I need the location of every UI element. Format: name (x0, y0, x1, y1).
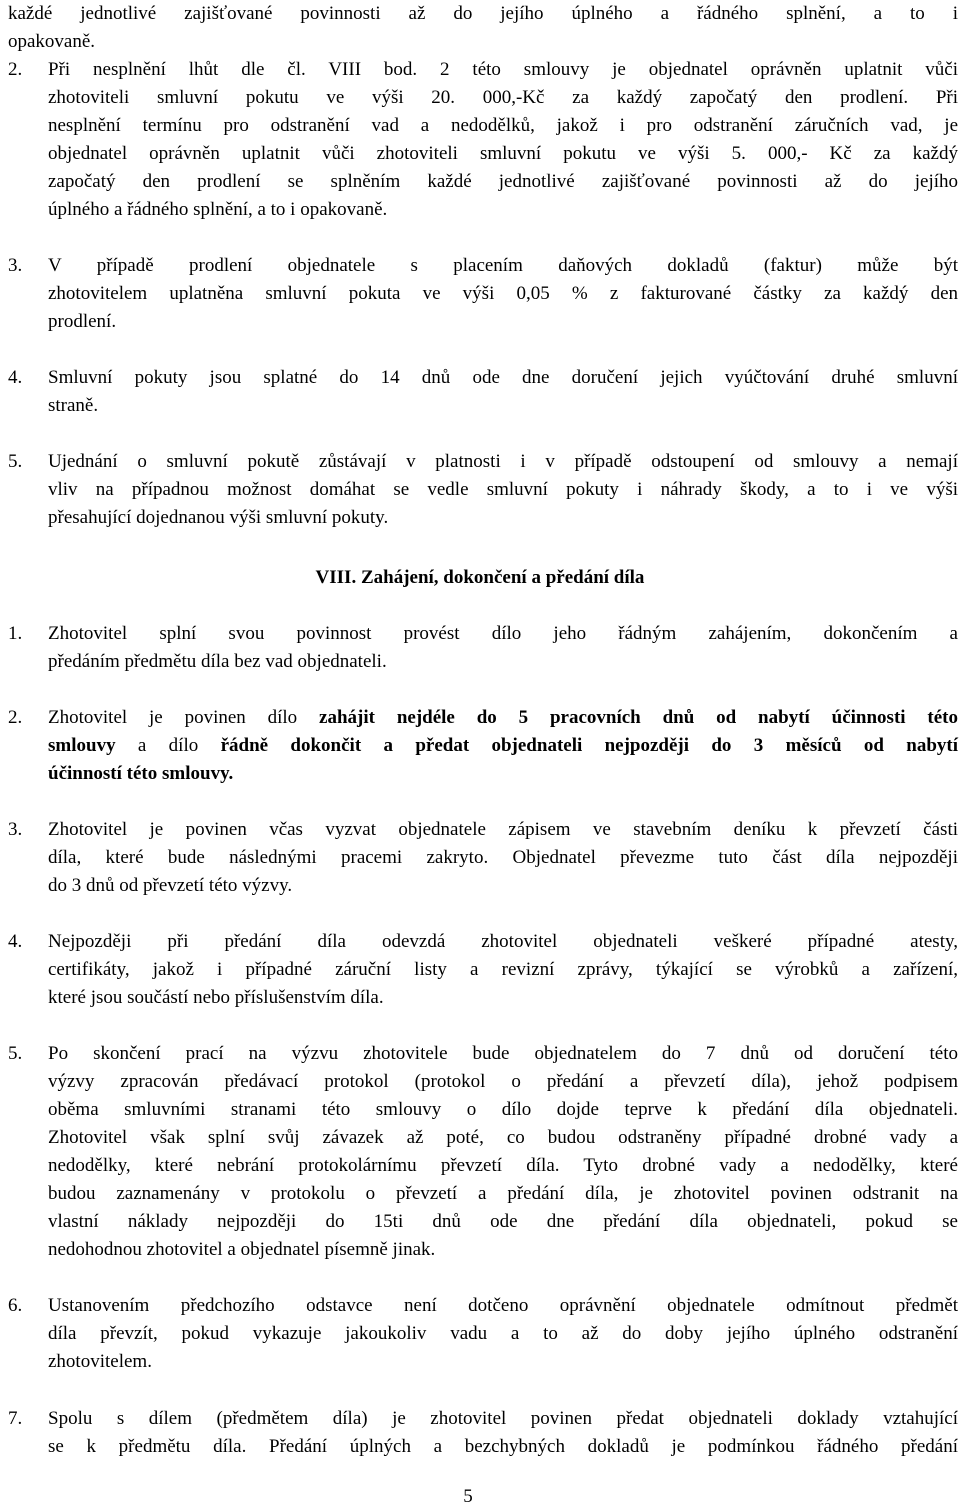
text-line: zhotovitelem uplatněna smluvní pokuta ve výši 0,05 % z fakturované částky za každý den (48, 283, 958, 304)
bold-text-run: zahájit nejdéle do 5 pracovních dnů od nabytí účinnosti této (319, 707, 958, 728)
item-number: 5. (8, 1043, 23, 1064)
text-line: Ujednání o smluvní pokutě zůstávají v platnosti i v případě odstoupení od smlouvy a nemají (48, 451, 958, 472)
text-line: Ustanovením předchozího odstavce není dotčeno oprávnění objednatele odmítnout předmět (48, 1295, 958, 1316)
text-run: Zhotovitel je povinen dílo (48, 707, 320, 728)
text-line: započatý den prodlení se splněním každé jednotlivé zajišťované povinnosti až do jejího (48, 171, 958, 192)
item-number: 5. (8, 451, 23, 472)
page-number: 5 (463, 1486, 473, 1507)
section-heading: VIII. Zahájení, dokončení a předání díla (315, 567, 645, 588)
text-line: Zhotovitel splní svou povinnost provést dílo jeho řádným zahájením, dokončením a (48, 623, 958, 644)
text-line: objednatel oprávněn uplatnit vůči zhotoviteli smluvní pokutu ve výši 5. 000,- Kč za každý (48, 143, 958, 164)
text-line: přesahující dojednanou výši smluvní pokuty. (48, 507, 389, 528)
item-number: 4. (8, 931, 23, 952)
text-line: budou zaznamenány v protokolu o převzetí a předání díla, je zhotovitel povinen odstranit na (48, 1183, 958, 1204)
text-line: které jsou součástí nebo příslušenstvím díla. (48, 987, 384, 1008)
text-line: straně. (48, 395, 99, 416)
item-number: 6. (8, 1295, 23, 1316)
text-line: nedodělky, které nebrání protokolárnímu převzetí díla. Tyto drobné vady a nedodělky, které (48, 1155, 958, 1176)
item-number: 1. (8, 623, 23, 644)
text-line (48, 732, 958, 760)
text-line: Zhotovitel je povinen včas vyzvat objednatele zápisem ve stavebním deníku k převzetí části (48, 819, 958, 840)
bold-text-run: řádně dokončit a předat objednateli nejpozději do 3 měsíců od nabytí (220, 735, 958, 756)
text-line: prodlení. (48, 311, 117, 332)
text-line: opakovaně. (8, 31, 96, 52)
text-line: předáním předmětu díla bez vad objednateli. (48, 651, 387, 672)
text-line (48, 704, 958, 732)
text-line: vliv na případnou možnost domáhat se vedle smluvní pokuty i náhrady škody, a to i ve výši (48, 479, 958, 500)
bold-text-run: smlouvy (48, 735, 116, 756)
bold-text-run: účinností této smlouvy. (48, 763, 234, 784)
text-line: Nejpozději při předání díla odevzdá zhotovitel objednateli veškeré případné atesty, (48, 931, 958, 952)
text-line: certifikáty, jakož i případné záruční listy a revizní zprávy, týkající se výrobků a zařízení, (48, 959, 958, 980)
text-line: Smluvní pokuty jsou splatné do 14 dnů ode dne doručení jejich vyúčtování druhé smluvní (48, 367, 958, 388)
text-line: oběma smluvními stranami této smlouvy o dílo dojde teprve k předání díla objednateli. (48, 1099, 958, 1120)
text-line: Při nesplnění lhůt dle čl. VIII bod. 2 této smlouvy je objednatel oprávněn uplatnit vůči (48, 59, 958, 80)
item-number: 4. (8, 367, 23, 388)
text-line: se k předmětu díla. Předání úplných a bezchybných dokladů je podmínkou řádného předání (48, 1436, 958, 1457)
item-number: 2. (8, 707, 23, 728)
text-line: zhotovitelem. (48, 1351, 152, 1372)
text-line: zhotoviteli smluvní pokutu ve výši 20. 000,-Kč za každý započatý den prodlení. Při (48, 87, 958, 108)
text-line: nedohodnou zhotovitel a objednatel písemně jinak. (48, 1239, 436, 1260)
text-line: do 3 dnů od převzetí této výzvy. (48, 875, 293, 896)
text-line: vlastní náklady nejpozději do 15ti dnů ode dne předání díla objednateli, pokud se (48, 1211, 958, 1232)
text-line: nesplnění termínu pro odstranění vad a nedodělků, jakož i pro odstranění záručních vad, je (48, 115, 958, 136)
text-line: Spolu s dílem (předmětem díla) je zhotovitel povinen předat objednateli doklady vztahující (48, 1408, 958, 1429)
text-line: díla převzít, pokud vykazuje jakoukoliv vadu a to až do doby jejího úplného odstranění (48, 1323, 958, 1344)
item-number: 3. (8, 255, 23, 276)
text-line: díla, které bude následnými pracemi zakryto. Objednatel převezme tuto část díla nejpozději (48, 847, 958, 868)
text-line: Po skončení prací na výzvu zhotovitele bude objednatelem do 7 dnů od doručení této (48, 1043, 958, 1064)
text-run: a dílo (115, 735, 221, 756)
text-line: Zhotovitel však splní svůj závazek až poté, co budou odstraněny případné drobné vady a (48, 1127, 958, 1148)
text-line: každé jednotlivé zajišťované povinnosti až do jejího úplného a řádného splnění, a to i (8, 3, 958, 24)
text-line: výzvy zpracován předávací protokol (protokol o předání a převzetí díla), jehož podpisem (48, 1071, 958, 1092)
item-number: 3. (8, 819, 23, 840)
item-number: 2. (8, 59, 23, 80)
text-line: úplného a řádného splnění, a to i opakovaně. (48, 199, 388, 220)
item-number: 7. (8, 1408, 23, 1429)
text-line (48, 760, 233, 788)
text-line: V případě prodlení objednatele s placením daňových dokladů (faktur) může být (48, 255, 958, 276)
